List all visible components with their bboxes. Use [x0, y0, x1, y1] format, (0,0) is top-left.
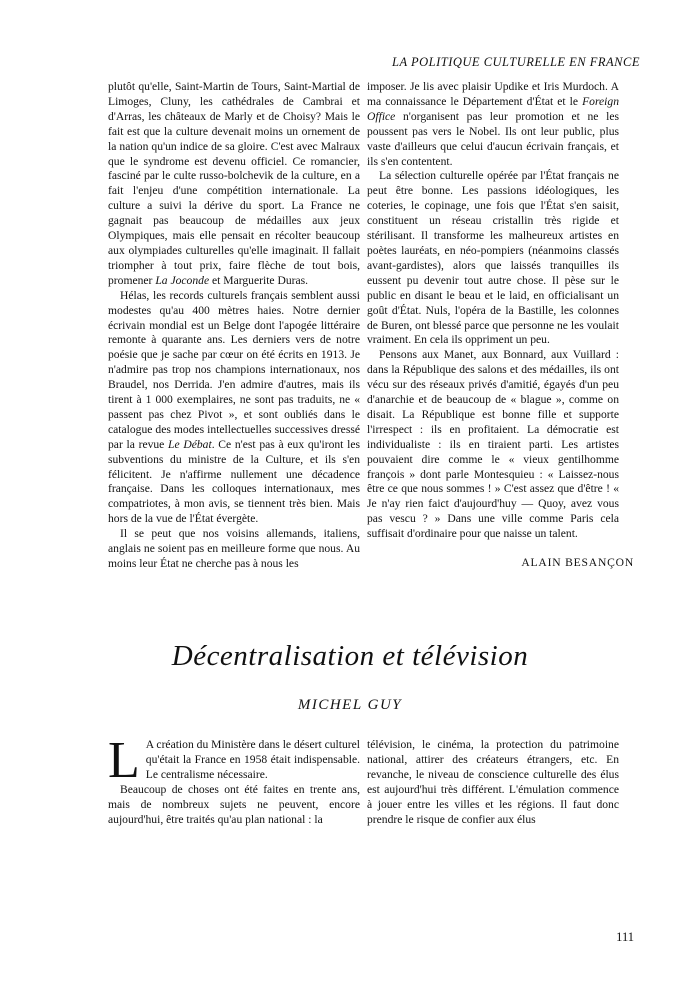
emphasis: Le Débat [168, 437, 212, 451]
paragraph: Hélas, les records culturels français semblent aussi modestes qu'au 400 mètres haies. Notre dernier écrivain mondial est un Belge dont l'apogée littéraire remonte à quarante ans. Les derniers vers de notre poésie que je sache par cœur on été écrits en 1913. Je n'admire pas trop nos champions internationaux, nos Braudel, nos Derrida. J'en admire d'autres, mais ils tirent à 1 000 exemplaires, ne sont pas traduits, ne « passent pas chez Pivot », et sont oubliés dans le catalogue des modes intellectuelles successives dressé par la revue Le Débat. Ce n'est pas à eux qu'iront les subventions du ministre de la Culture, et ils s'en félicitent. Je n'affirme nullement une décadence française. Dans les colloques internationaux, mes compatriotes, à mon avis, se tiennent très bien. Mais hors de la vue de l'État évergète. [108, 288, 360, 526]
article-title: Décentralisation et télévision [171, 640, 529, 672]
paragraph: Beaucoup de choses ont été faites en trente ans, mais de nombreux sujets ne peuvent, encore aujourd'hui, être traités qu'au plan national : la [108, 782, 360, 826]
drop-cap: L [108, 732, 140, 789]
emphasis: Foreign Office [367, 94, 619, 123]
article2-column-right [367, 738, 619, 827]
article-author: MICHEL GUY [297, 697, 403, 713]
article2-column-left [108, 732, 360, 827]
article1-column-left [108, 80, 360, 572]
paragraph: L A création du Ministère dans le désert culturel qu'était la France en 1958 était indispensable. Le centralisme nécessaire. [108, 732, 360, 789]
author-signature: ALAIN BESANÇON [521, 556, 634, 569]
article1-column-right [367, 80, 619, 542]
page-number: 111 [616, 930, 634, 944]
paragraph: Il se peut que nos voisins allemands, italiens, anglais ne soient pas en meilleure forme que nous. Au moins leur État ne cherche pas à nous les [108, 527, 360, 570]
paragraph: télévision, le cinéma, la protection du patrimoine national, attirer des créateurs étrangers, etc. En revanche, le niveau de conscience culturelle des élus est aujourd'hui très différent. L'émulation commence à jouer entre les villes et les régions. Il faut donc prendre le risque de confier aux élus [367, 738, 619, 826]
paragraph: plutôt qu'elle, Saint-Martin de Tours, Saint-Martial de Limoges, Cluny, les cathédrales de Cambrai et d'Arras, les châteaux de Marly et de Choisy? Mais le fait est que la culture devenait moins un ornement de la nation qu'un indice de sa gloire. C'est avec Malraux que le syndrome est devenu officiel. Ce romancier, fasciné par le culte russo-bolchevik de la culture, en a fait l'enjeu d'une compétition internationale. La culture a suivi la dérive du sport. La France ne gagnait pas beaucoup de médailles aux jeux Olympiques, mais elle pensait en récolter beaucoup aux olympiades culturelles qu'elle imaginait. Il fallait triompher à tout prix, faire flèche de tout bois, promener La Joconde et Marguerite Duras. [108, 80, 360, 287]
paragraph: Pensons aux Manet, aux Bonnard, aux Vuillard : dans la République des salons et des médailles, ils ont vécu sur des réseaux privés d'amitié, égayés d'un peu d'anarchie et de beaucoup de « blague », comme on disait. La République est bonne fille et supporte l'irrespect : ils en profitaient. La démocratie est individualiste : ils en tiraient parti. Les artistes pouvaient dire comme le « vieux gentilhomme françois » dont parle Montesquieu : « Laissez-nous être ce que nous sommes ! » C'est assez que d'être ! « Je n'ay rien faict d'aujourd'huy — Quoy, avez vous pas vescu ? » Dans une ville comme Paris cela suffisait d'ordinaire pour que naisse un talent. [367, 348, 619, 541]
emphasis: La Joconde [155, 273, 210, 287]
running-head: LA POLITIQUE CULTURELLE EN FRANCE [392, 55, 640, 69]
paragraph: imposer. Je lis avec plaisir Updike et Iris Murdoch. A ma connaissance le Département d'État et le Foreign Office n'organisent pas leur promotion et ne les poussent pas vers le Nobel. Ils ont leur public, plus vaste d'ailleurs que celui d'aucun écrivain français, et ils s'en contentent. [367, 80, 619, 168]
paragraph: La sélection culturelle opérée par l'État français ne peut être bonne. Les passions idéologiques, les coteries, le copinage, une fois que l'État s'en saisit, constituent un réseau cristallin très rigide et stérilisant. Il transforme les malheureux artistes en poètes lauréats, en néo-pompiers (néanmoins classés avant-gardistes), alors que laissés tranquilles ils eussent pu devenir tout autre chose. Il pèse sur le public en disant le beau et le laid, en officialisant un goût d'État. Nuls, l'opéra de la Bastille, les colonnes de Buren, ont blessé parce que personne ne les voulait vraiment. En cela ils oppriment un peu. [367, 169, 619, 347]
